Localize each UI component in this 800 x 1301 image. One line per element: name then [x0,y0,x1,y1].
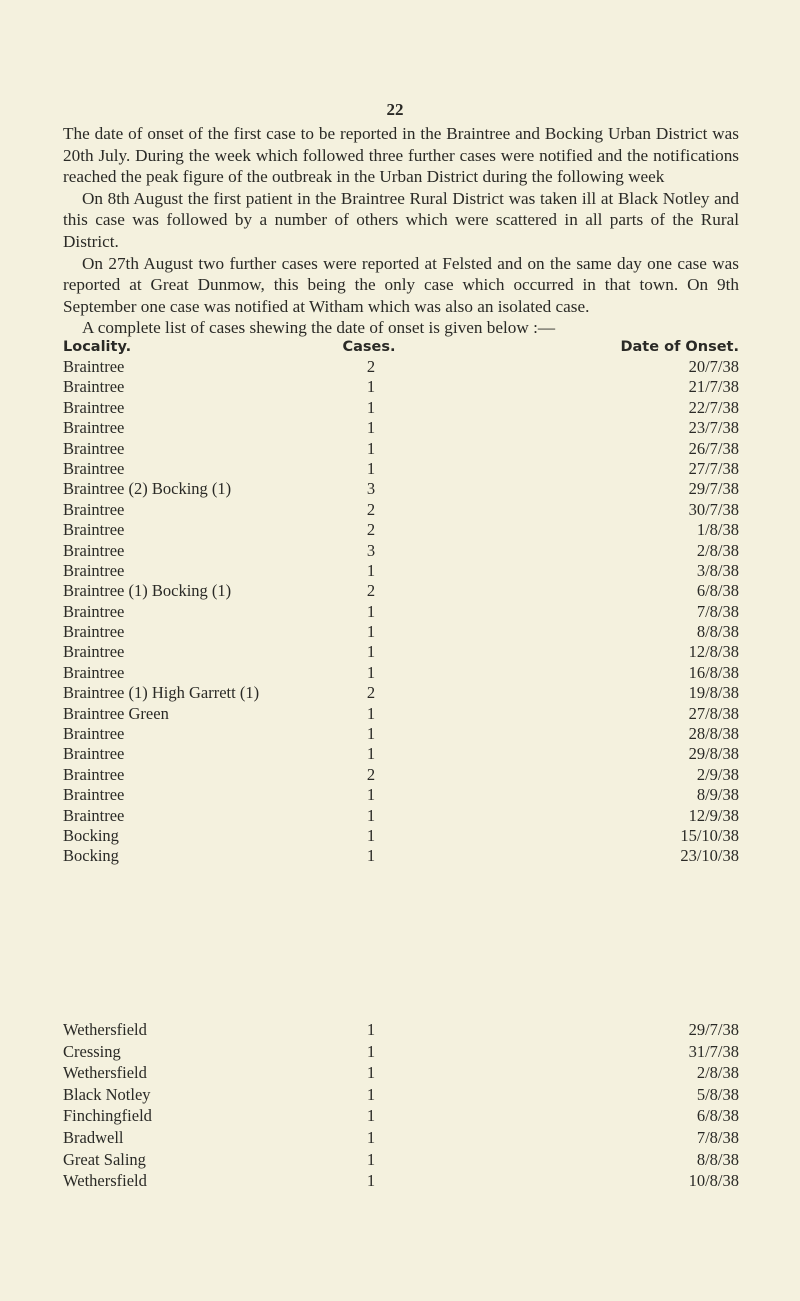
cases-cell: 1 [366,1041,376,1061]
page-number: 22 [386,100,404,119]
cases-cell: 1 [366,1063,376,1083]
locality-cell: Braintree [63,397,125,417]
table-row [63,1127,739,1149]
cases-cell: 1 [366,1020,376,1039]
table-row [63,541,739,561]
locality-cell: Braintree [63,785,125,805]
table-row [63,826,739,846]
table-row [63,622,739,642]
date-cell: 10/8/38 [688,1171,739,1191]
cases-cell: 2 [366,764,376,784]
table-row [63,459,739,479]
locality-cell: Braintree [63,499,125,519]
locality-cell: Braintree [63,622,125,642]
cases-cell: 2 [366,520,376,540]
locality-cell: Wethersfield [63,1063,147,1083]
date-cell: 29/7/38 [688,1020,739,1039]
rural-district-cases [63,1019,739,1192]
locality-cell: Braintree [63,805,125,825]
locality-cell: Braintree [63,540,125,560]
locality-cell: Bradwell [63,1127,124,1147]
locality-cell: Wethersfield [63,1171,147,1191]
header-locality: Locality. [63,339,132,355]
table-row [63,439,739,459]
locality-cell: Braintree [63,458,125,478]
date-cell: 8/8/38 [696,622,739,642]
cases-cell: 3 [366,540,376,560]
cases-cell: 1 [366,622,376,642]
date-cell: 6/8/38 [696,1106,739,1126]
cases-cell: 1 [366,1106,376,1126]
date-cell: 12/9/38 [688,805,739,825]
table-row [63,1041,739,1063]
locality-cell: Braintree (1) Bocking (1) [63,581,232,601]
table-row [63,744,739,764]
header-date: Date of Onset. [620,339,739,355]
paragraph: The date of onset of the first case to be reported in the Braintree and Bocking Urban District was 20th July. During the week which followed three further cases were notified and the notifications reached the peak figure of the outbreak in the Urban District during the following week [63,124,739,187]
cases-cell: 1 [366,846,376,866]
table-row [63,479,739,499]
cases-cell: 1 [366,642,376,662]
cases-cell: 2 [366,683,376,703]
date-cell: 19/8/38 [688,683,739,703]
date-cell: 2/8/38 [696,540,739,560]
cases-cell: 1 [366,1127,376,1147]
cases-cell: 1 [366,785,376,805]
cases-cell: 2 [366,499,376,519]
date-cell: 16/8/38 [688,662,739,682]
date-cell: 23/10/38 [680,846,739,866]
date-cell: 15/10/38 [680,825,739,845]
locality-cell: Cressing [63,1041,121,1061]
table-row [63,357,739,377]
cases-cell: 3 [366,479,376,499]
locality-cell: Braintree [63,520,125,540]
urban-district-cases [63,357,739,867]
date-cell: 29/8/38 [688,744,739,764]
cases-cell: 1 [366,703,376,723]
locality-cell: Braintree [63,642,125,662]
locality-cell: Braintree [63,724,125,744]
cases-cell: 1 [366,560,376,580]
table-row [63,724,739,744]
cases-cell: 1 [366,438,376,458]
table-row [63,418,739,438]
cases-cell: 2 [366,357,376,376]
table-row [63,846,739,866]
date-cell: 27/8/38 [688,703,739,723]
cases-cell: 1 [366,805,376,825]
table-row [63,377,739,397]
locality-cell: Bocking [63,846,119,866]
date-cell: 28/8/38 [688,724,739,744]
table-row [63,683,739,703]
table-row [63,398,739,418]
date-cell: 8/8/38 [696,1149,739,1169]
cases-cell: 1 [366,744,376,764]
table-row [63,704,739,724]
paragraph: A complete list of cases shewing the date of onset is given below :— [82,318,556,338]
cases-cell: 1 [366,825,376,845]
locality-cell: Braintree (1) High Garrett (1) [63,683,260,703]
cases-cell: 1 [366,1084,376,1104]
header-cases: Cases. [342,339,396,355]
table-row [63,1105,739,1127]
locality-cell: Braintree [63,560,125,580]
locality-cell: Great Saling [63,1149,146,1169]
date-cell: 7/8/38 [696,1127,739,1147]
table-row [63,1170,739,1192]
locality-cell: Braintree [63,744,125,764]
date-cell: 12/8/38 [688,642,739,662]
date-cell: 20/7/38 [688,357,739,376]
cases-cell: 1 [366,397,376,417]
date-cell: 8/9/38 [696,785,739,805]
date-cell: 2/8/38 [696,1063,739,1083]
paragraph: On 8th August the first patient in the Braintree Rural District was taken ill at Black Notley and this case was followed by a number of others which were scattered in all parts of the Rural District. [63,188,739,251]
body-text [63,123,739,339]
locality-cell: Braintree [63,601,125,621]
date-cell: 22/7/38 [688,397,739,417]
locality-cell: Braintree [63,764,125,784]
date-cell: 29/7/38 [688,479,739,499]
table-row [63,642,739,662]
date-cell: 31/7/38 [688,1041,739,1061]
table-row [63,1062,739,1084]
table-row [63,1019,739,1041]
date-cell: 5/8/38 [696,1084,739,1104]
locality-cell: Wethersfield [63,1020,147,1039]
locality-cell: Braintree [63,357,125,376]
date-cell: 26/7/38 [688,438,739,458]
date-cell: 23/7/38 [688,418,739,438]
date-cell: 21/7/38 [688,377,739,397]
table-row [63,520,739,540]
table-row [63,581,739,601]
table-row [63,765,739,785]
paragraph: On 27th August two further cases were reported at Felsted and on the same day one case was reported at Great Dunmow, this being the only case which occurred in that town. On 9th September one case was notified at Witham which was also an isolated case. [63,253,739,316]
date-cell: 7/8/38 [696,601,739,621]
table-row [63,663,739,683]
date-cell: 3/8/38 [696,560,739,580]
table-row [63,500,739,520]
table-row [63,561,739,581]
locality-cell: Bocking [63,825,119,845]
locality-cell: Black Notley [63,1084,151,1104]
cases-cell: 1 [366,418,376,438]
locality-cell: Braintree [63,662,125,682]
date-cell: 6/8/38 [696,581,739,601]
table-row [63,602,739,622]
cases-cell: 1 [366,662,376,682]
date-cell: 27/7/38 [688,458,739,478]
cases-cell: 2 [366,581,376,601]
locality-cell: Finchingfield [63,1106,152,1126]
table-row [63,806,739,826]
locality-cell: Braintree [63,377,125,397]
cases-cell: 1 [366,458,376,478]
cases-cell: 1 [366,1171,376,1191]
locality-cell: Braintree [63,418,125,438]
cases-cell: 1 [366,1149,376,1169]
cases-cell: 1 [366,377,376,397]
table-row [63,785,739,805]
cases-cell: 1 [366,724,376,744]
date-cell: 1/8/38 [696,520,739,540]
locality-cell: Braintree (2) Bocking (1) [63,479,232,499]
table-row [63,1149,739,1171]
table-header [63,337,739,357]
date-cell: 2/9/38 [696,764,739,784]
cases-cell: 1 [366,601,376,621]
table-row [63,1084,739,1106]
locality-cell: Braintree Green [63,703,169,723]
date-cell: 30/7/38 [688,499,739,519]
locality-cell: Braintree [63,438,125,458]
